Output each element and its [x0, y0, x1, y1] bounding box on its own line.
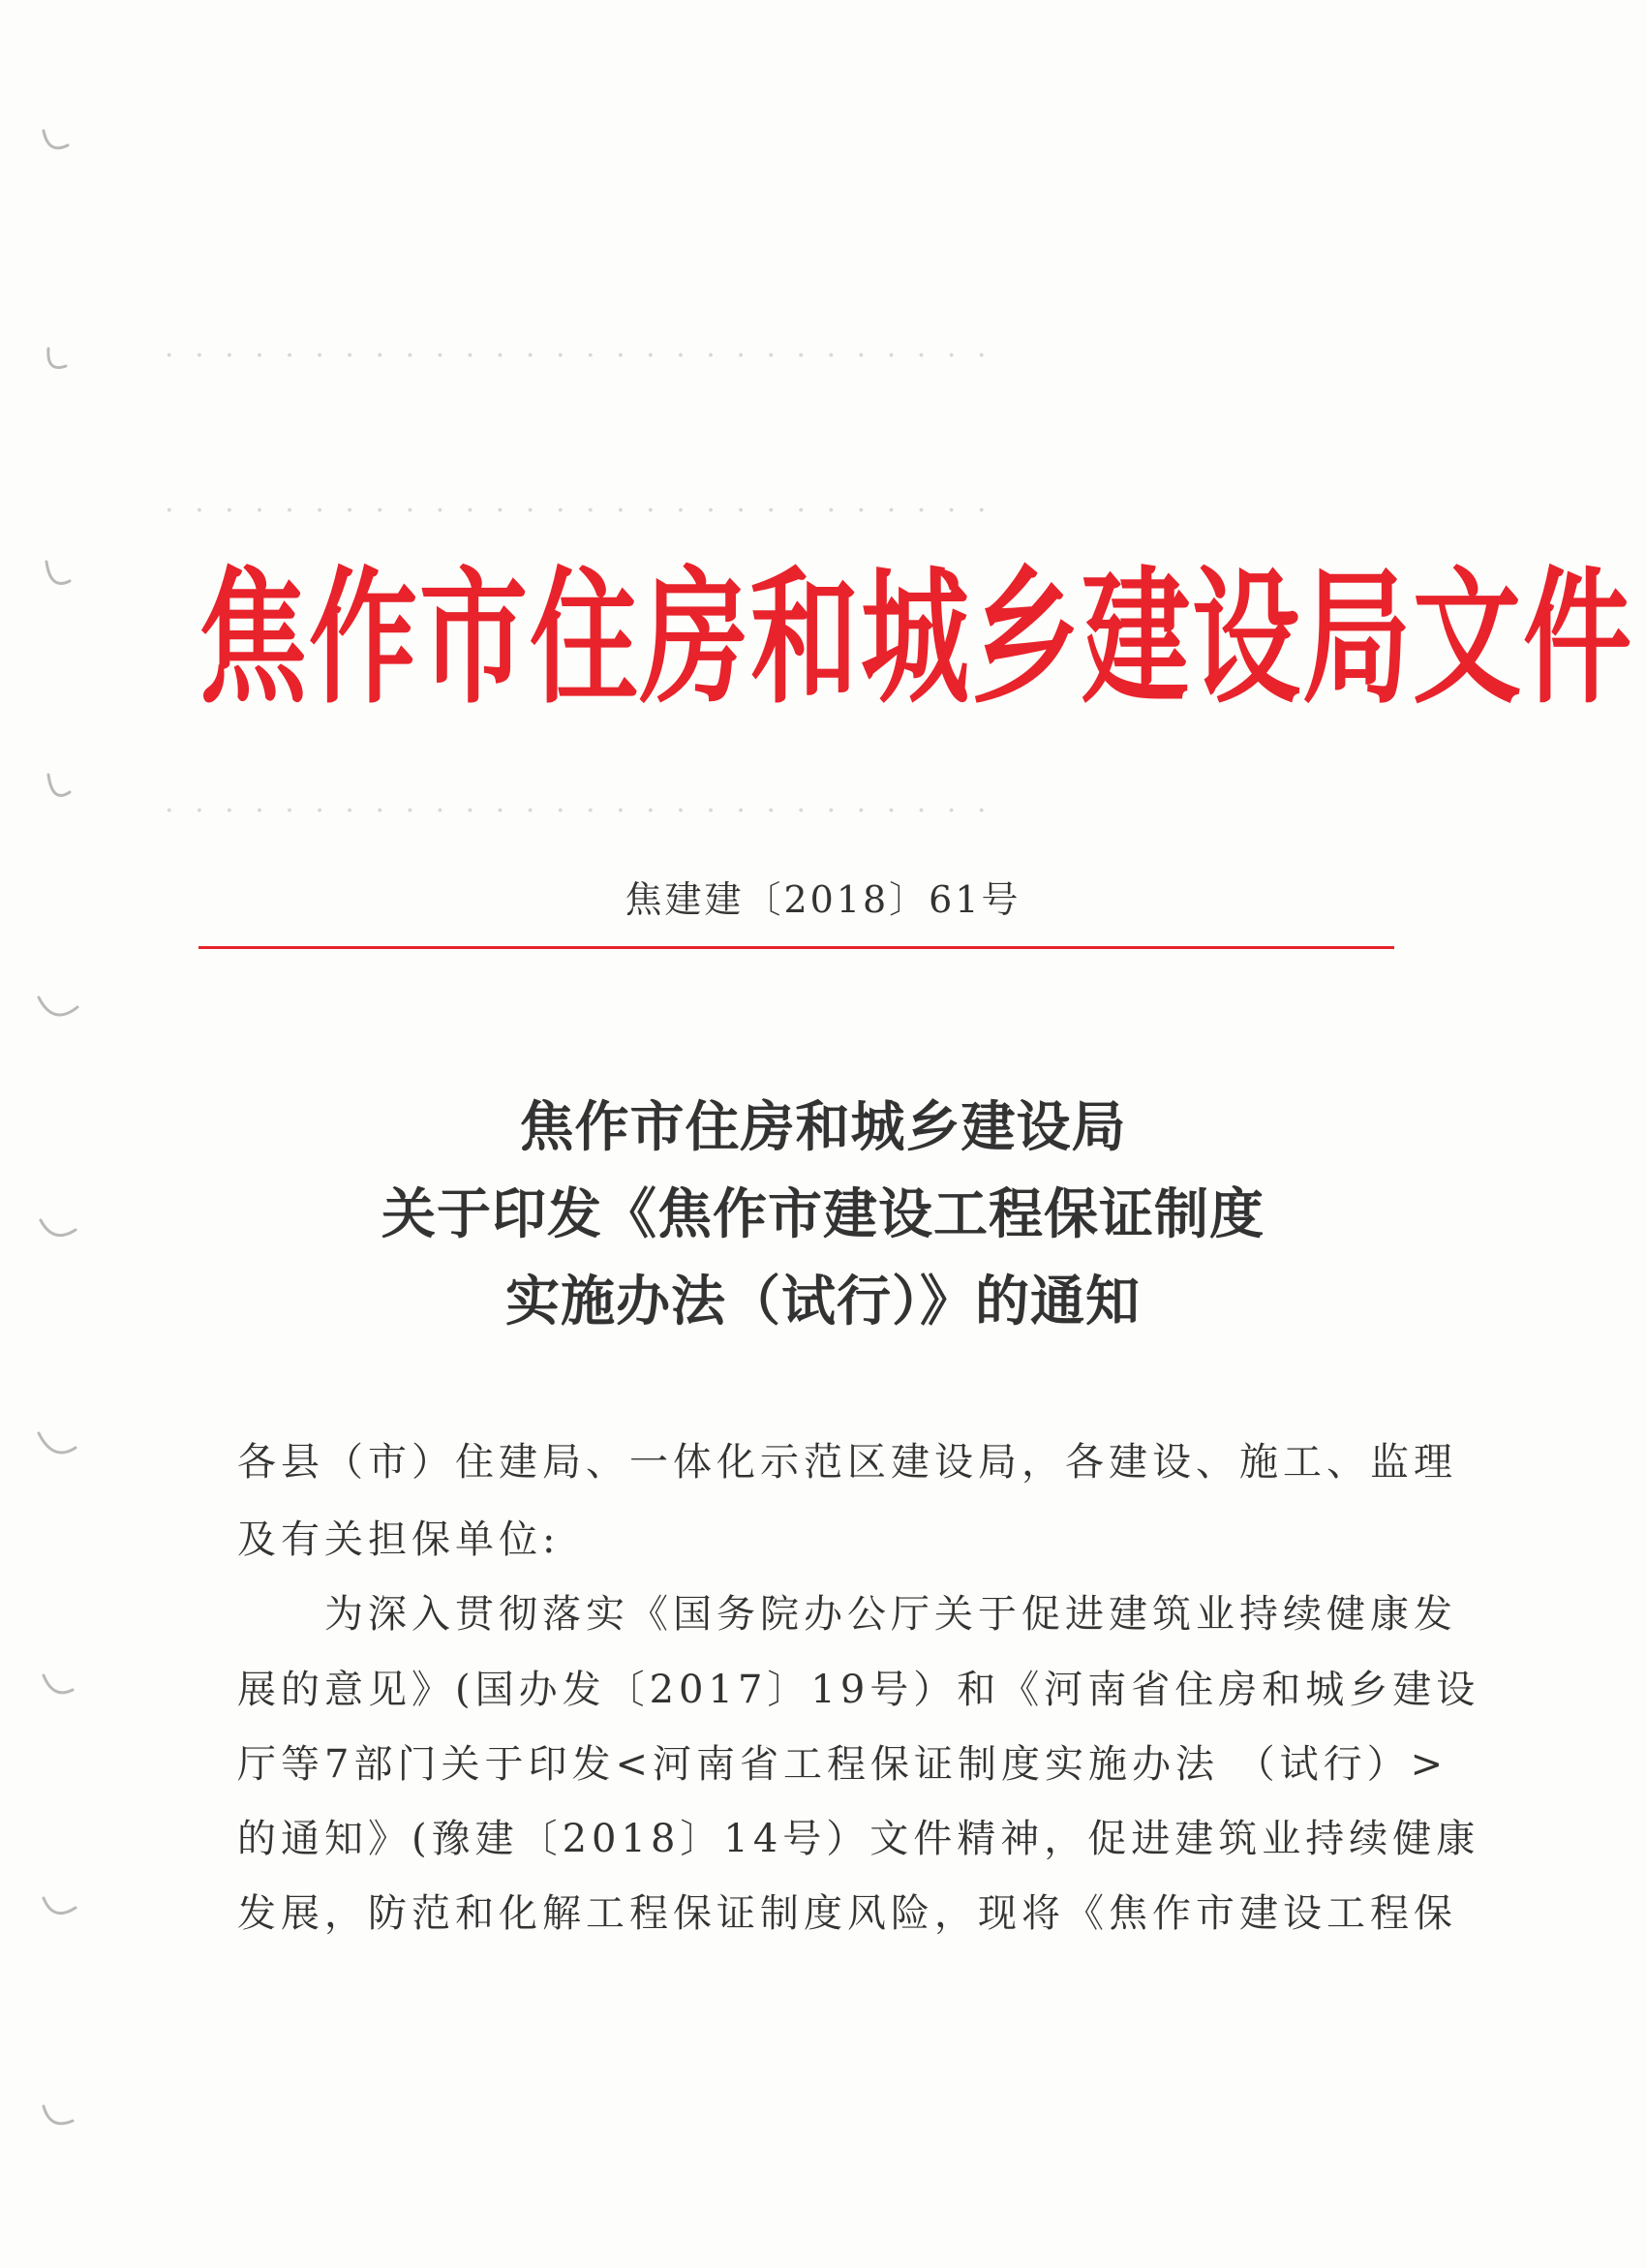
paragraph-line-5: 发展，防范和化解工程保证制度风险，现将《焦作市建设工程保 — [237, 1891, 1457, 1936]
notice-title-line-2: 关于印发《焦作市建设工程保证制度 — [381, 1183, 1265, 1246]
paragraph-line-4: 的通知》(豫建〔2018〕14号）文件精神，促进建筑业持续健康 — [237, 1817, 1480, 1861]
bleed-through-text: · · · · · · · · · · · · · · · · · · · · · · · · · · · · — [165, 794, 992, 828]
red-separator-rule — [198, 946, 1394, 949]
paragraph-line-3: 厅等7部门关于印发<河南省工程保证制度实施办法 （试行）> — [237, 1742, 1448, 1787]
notice-title-line-3: 实施办法（试行）》的通知 — [505, 1271, 1141, 1333]
paragraph-line-2: 展的意见》(国办发〔2017〕19号）和《河南省住房和城乡建设 — [237, 1668, 1480, 1712]
paragraph-line-1: 为深入贯彻落实《国务院办公厅关于促进建筑业持续健康发 — [324, 1592, 1457, 1637]
bleed-through-text: · · · · · · · · · · · · · · · · · · · · · · · · · · · · — [165, 339, 992, 373]
document-number: 焦建建〔2018〕61号 — [625, 878, 1021, 921]
addressee-line-2: 及有关担保单位: — [237, 1517, 561, 1562]
bleed-through-text: · · · · · · · · · · · · · · · · · · · · · · · · · · · · — [165, 494, 992, 528]
masthead-title: 焦作市住房和城乡建设局文件 — [198, 554, 1633, 724]
addressee-line-1: 各县（市）住建局、一体化示范区建设局，各建设、施工、监理 — [237, 1440, 1457, 1485]
notice-title-line-1: 焦作市住房和城乡建设局 — [519, 1096, 1127, 1159]
